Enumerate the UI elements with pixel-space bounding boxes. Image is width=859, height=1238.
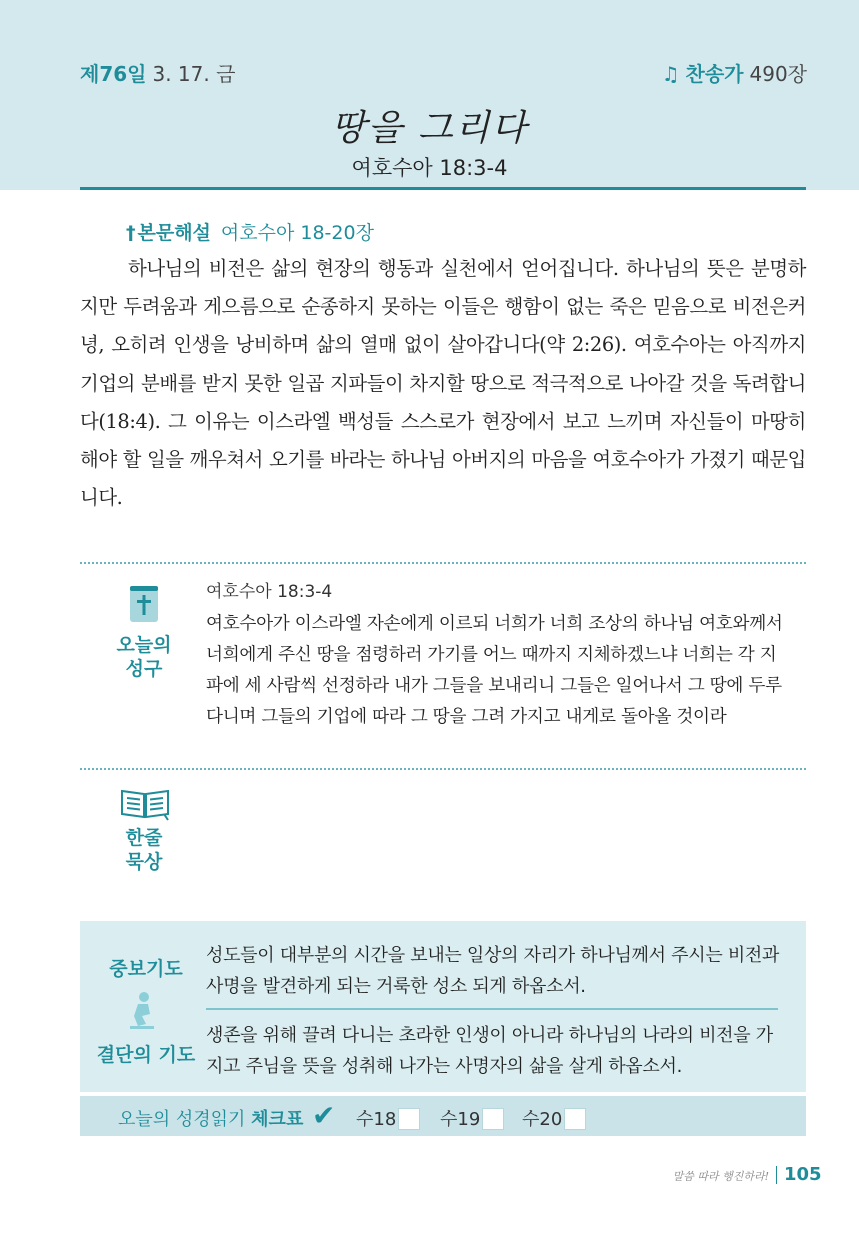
checklist-item[interactable] [356, 1105, 420, 1131]
verse-label-line2: 성구 [125, 658, 163, 680]
footer-slogan: 말씀 따라 행진하라! [672, 1170, 769, 1183]
meditation-label-line1: 한줄 [125, 827, 163, 849]
checkbox[interactable] [398, 1108, 420, 1130]
explanation-body: 하나님의 비전은 삶의 현장의 행동과 실천에서 얻어집니다. 하나님의 뜻은 분명하지만 두려움과 게으름으로 순종하지 못하는 이들은 행함이 없는 죽은 믿음으로 비전은커녕, 오히려 인생을 낭비하며 삶의 열매 없이 살아갑니다(약 2:26). 여호수아는 아직까지 기업의 분배를 받지 못한 일곱 지파들이 차지할 땅으로 적극적으로 나아갈 것을 독려합니다(18:4). 그 이유는 이스라엘 백성들 스스로가 현장에서 보고 느끼며 자신들이 마땅히 해야 할 일을 깨우쳐서 오기를 바라는 하나님 아버지의 마음을 여호수아가 가졌기 때문입니다. [80, 257, 806, 510]
checkmark-icon: ✔ [312, 1099, 336, 1132]
hymn-label [662, 58, 807, 87]
reading-checklist [80, 1096, 806, 1136]
day-number: 제76일 [80, 62, 147, 86]
footer-divider [776, 1166, 777, 1184]
checklist-item[interactable] [522, 1105, 586, 1131]
cross-icon: † [126, 222, 136, 244]
bible-cross-icon [128, 583, 160, 623]
day-date: 3. 17. 금 [152, 62, 236, 86]
checkbox[interactable] [482, 1108, 504, 1130]
intercession-label: 중보기도 [109, 958, 183, 980]
music-note-icon: ♫ [661, 62, 680, 86]
checklist-item[interactable] [440, 1105, 504, 1131]
checkbox[interactable] [564, 1108, 586, 1130]
section-divider [80, 562, 806, 564]
explanation-heading [126, 218, 374, 245]
meditation-label-line2: 묵상 [125, 851, 163, 873]
meditation-writing-area[interactable] [206, 785, 806, 905]
praying-person-icon [124, 990, 160, 1030]
page-title: 땅을 그리다 [330, 108, 529, 149]
open-book-icon [118, 787, 172, 821]
verse-label-line1: 오늘의 [116, 634, 172, 656]
section-divider [80, 768, 806, 770]
checklist-label-text: 오늘의 성경읽기 [118, 1109, 246, 1130]
checklist-label-bold: 체크표 [251, 1109, 304, 1130]
verse-text: 여호수아가 이스라엘 자손에게 이르되 너희가 너희 조상의 하나님 여호와께서 너희에게 주신 땅을 점령하러 가기를 어느 때까지 지체하겠느냐 너희는 각 지파에 세 사람씩 선정하라 내가 그들을 보내리니 그들은 일어나서 그 땅에 두루 다니며 그들의 기업에 따라 그 땅을 그려 가지고 내게로 돌아올 것이라 [206, 614, 783, 727]
explanation-label: 본문해설 [137, 222, 211, 244]
meditation-label [104, 826, 184, 874]
resolution-label: 결단의 기도 [96, 1044, 196, 1066]
page-number: 105 [784, 1164, 822, 1185]
verse-label [104, 633, 184, 681]
resolution-text: 생존을 위해 끌려 다니는 초라한 인생이 아니라 하나님의 나라의 비전을 가지고 주님을 뜻을 성취해 나가는 사명자의 삶을 살게 하옵소서. [206, 1025, 773, 1077]
checklist-item-label: 수20 [522, 1109, 563, 1130]
scripture-reference: 여호수아 18:3-4 [351, 156, 508, 180]
hymn-number: 490장 [749, 62, 807, 86]
prayer-divider [206, 1008, 778, 1010]
verse-reference: 여호수아 18:3-4 [206, 582, 333, 602]
checklist-item-label: 수19 [440, 1109, 481, 1130]
checklist-item-label: 수18 [356, 1109, 397, 1130]
day-label [80, 58, 235, 87]
intercession-text: 성도들이 대부분의 시간을 보내는 일상의 자리가 하나님께서 주시는 비전과 사명을 발견하게 되는 거룩한 성소 되게 하옵소서. [206, 945, 780, 997]
checklist-label [118, 1105, 303, 1131]
hymn-title: 찬송가 [685, 62, 744, 86]
header-divider [80, 187, 806, 190]
explanation-range: 여호수아 18-20장 [220, 222, 374, 244]
